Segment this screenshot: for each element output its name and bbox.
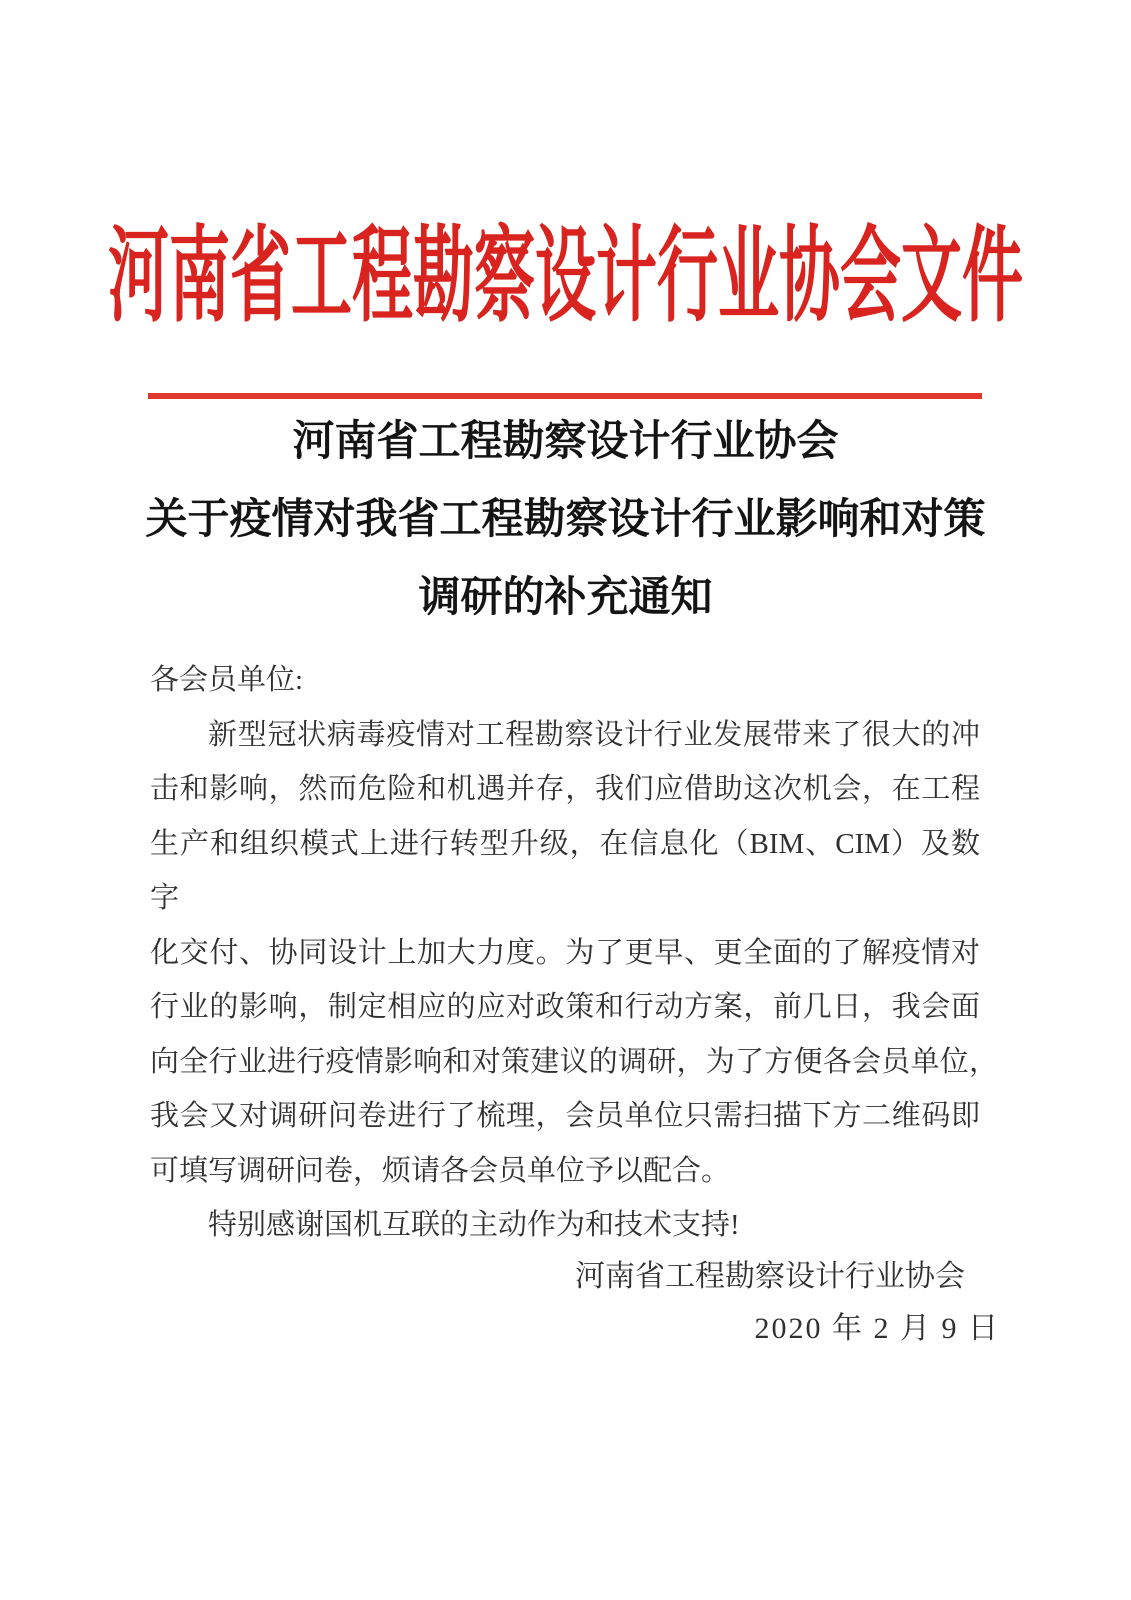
body-line: 可填写调研问卷，烦请各会员单位予以配合。 — [150, 1154, 731, 1187]
body-line: 击和影响，然而危险和机遇并存，我们应借助这次机会，在工程 — [150, 773, 980, 805]
body-line: 化交付、协同设计上加大力度。为了更早、更全面的了解疫情对 — [150, 936, 980, 969]
document-body — [150, 653, 998, 1253]
document-title — [0, 403, 1131, 637]
signature-date: 2020 年 2 月 9 日 — [754, 1312, 1000, 1345]
body-line: 生产和组织模式上进行转型升级，在信息化（BIM、CIM）及数字 — [150, 827, 980, 914]
title-line-2: 关于疫情对我省工程勘察设计行业影响和对策 — [145, 497, 986, 543]
letterhead-divider — [148, 393, 982, 399]
body-line: 新型冠状病毒疫情对工程勘察设计行业发展带来了很大的冲 — [208, 718, 980, 751]
body-line: 向全行业进行疫情影响和对策建议的调研，为了方便各会员单位， — [150, 1045, 998, 1078]
body-line-thanks: 特别感谢国机互联的主动作为和技术支持! — [208, 1209, 740, 1241]
salutation: 各会员单位: — [150, 664, 304, 696]
title-line-1: 河南省工程勘察设计行业协会 — [292, 419, 839, 465]
body-line: 行业的影响，制定相应的应对政策和行动方案，前几日，我会面 — [150, 991, 980, 1023]
letterhead-title: 河南省工程勘察设计行业协会文件 — [107, 221, 1023, 336]
signature-organization: 河南省工程勘察设计行业协会 — [575, 1260, 965, 1293]
title-line-3: 调研的补充通知 — [418, 575, 713, 621]
body-line: 我会又对调研问卷进行了梳理，会员单位只需扫描下方二维码即 — [150, 1100, 980, 1132]
